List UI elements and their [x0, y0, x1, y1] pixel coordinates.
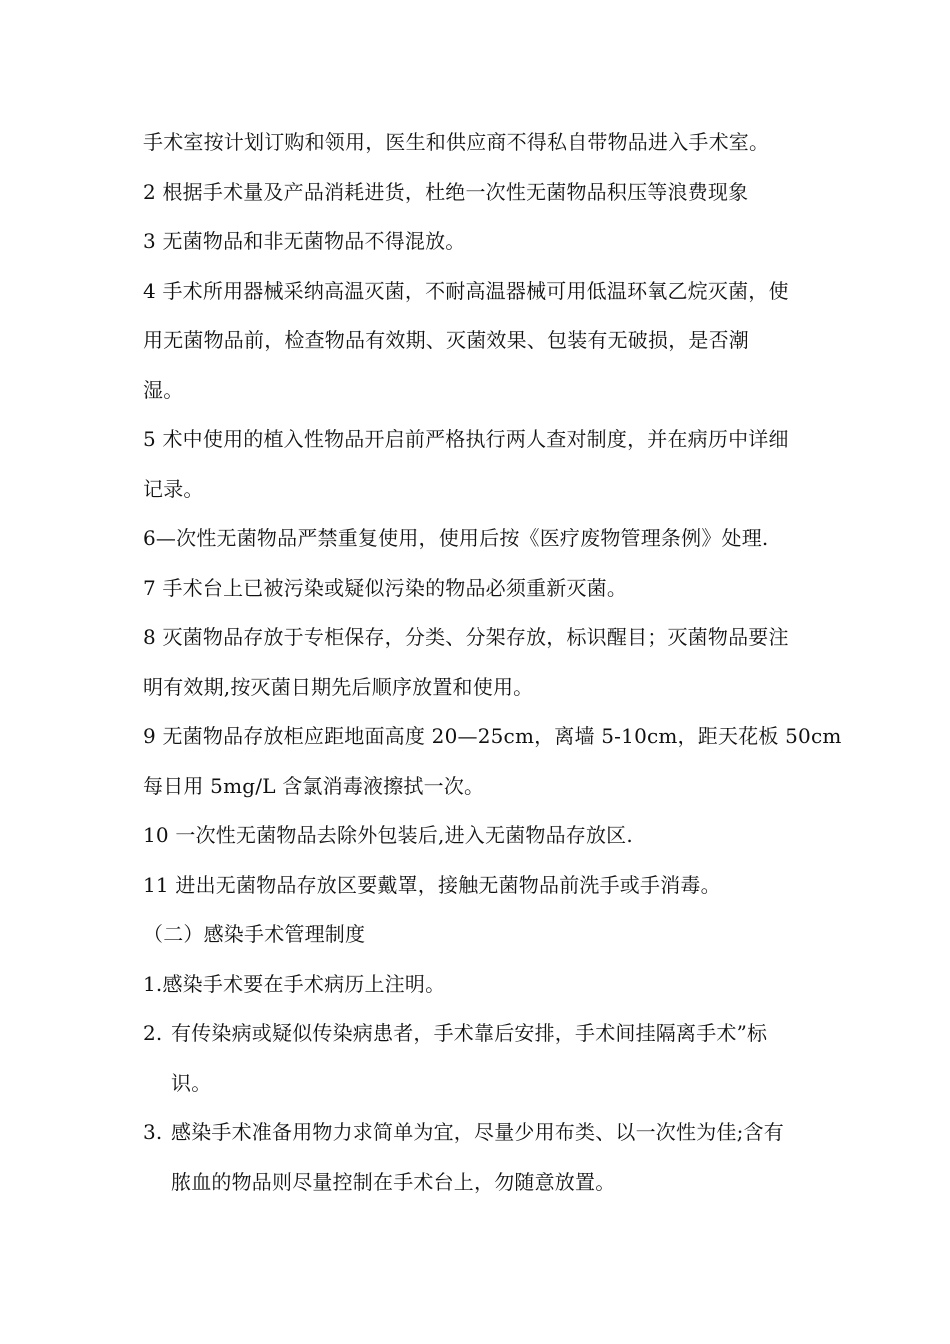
text-line: 明有效期,按灭菌日期先后顺序放置和使用。 — [143, 674, 534, 699]
text-line: 用无菌物品前，检查物品有效期、灭菌效果、包装有无破损，是否潮 — [143, 328, 749, 352]
item-continuation: 识。 — [171, 1070, 212, 1095]
text-line: 1.感染手术要在手术病历上注明。 — [143, 971, 446, 996]
text-line: 11 进出无菌物品存放区要戴罩，接触无菌物品前洗手或手消毒。 — [143, 872, 721, 897]
text-line: 4 手术所用器械采纳高温灭菌，不耐高温器械可用低温环氧乙烷灭菌，使 — [143, 278, 789, 303]
item-text: 感染手术准备用物力求简单为宜，尽量少用布类、以一次性为佳;含有 — [171, 1120, 784, 1144]
text-line: 3 无菌物品和非无菌物品不得混放。 — [143, 229, 466, 253]
numbered-item — [143, 1009, 833, 1059]
document-body — [143, 118, 842, 1207]
text-line: 7 手术台上已被污染或疑似污染的物品必须重新灭菌。 — [143, 575, 628, 600]
text-line: 记录。 — [143, 476, 204, 501]
text-line: 6—次性无菌物品严禁重复使用，使用后按《医疗废物管理条例》处理. — [143, 526, 769, 550]
item-number: 3. — [143, 1120, 163, 1144]
item-text: 有传染病或疑似传染病患者，手术靠后安排，手术间挂隔离手术”标 — [171, 1021, 768, 1045]
section-heading: （二）感染手术管理制度 — [143, 922, 366, 946]
text-line: 每日用 5mg/L 含氯消毒液擦拭一次。 — [143, 773, 485, 798]
text-line: 5 术中使用的植入性物品开启前严格执行两人查对制度，并在病历中详细 — [143, 427, 789, 451]
text-line: 8 灭菌物品存放于专柜保存，分类、分架存放，标识醒目；灭菌物品要注 — [143, 625, 789, 649]
text-line: 湿。 — [143, 377, 184, 402]
item-number: 2. — [143, 1021, 163, 1045]
item-continuation: 脓血的物品则尽量控制在手术台上，勿随意放置。 — [171, 1169, 616, 1194]
text-line: 2 根据手术量及产品消耗进货，杜绝一次性无菌物品积压等浪费现象 — [143, 179, 749, 204]
text-line: 9 无菌物品存放柜应距地面高度 20—25cm，离墙 5-10cm，距天花板 50cm — [143, 724, 842, 748]
text-line: 手术室按计划订购和领用，医生和供应商不得私自带物品进入手术室。 — [143, 130, 770, 154]
text-line: 10 一次性无菌物品去除外包装后,进入无菌物品存放区. — [143, 823, 633, 847]
numbered-item — [143, 1108, 833, 1158]
